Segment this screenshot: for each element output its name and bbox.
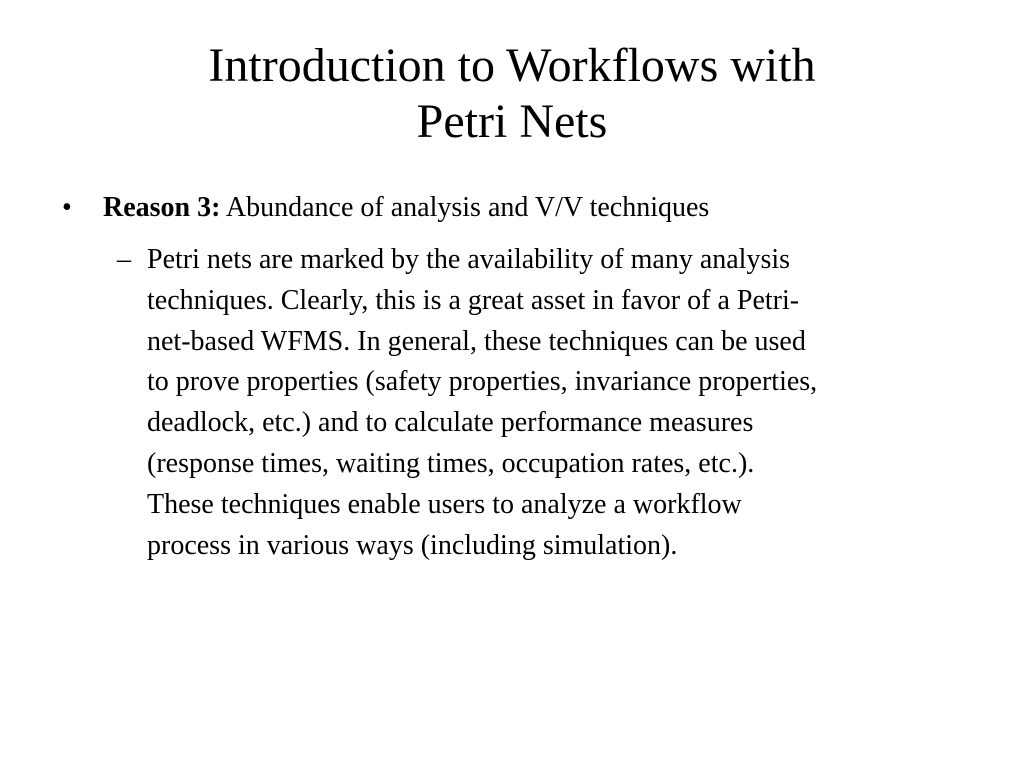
bullet-marker: • xyxy=(62,192,72,223)
bullet-label: Reason 3: xyxy=(103,192,221,223)
sub-bullet-line: deadlock, etc.) and to calculate performance measures xyxy=(147,407,754,439)
slide-title-line-1: Introduction to Workflows with xyxy=(208,39,816,92)
sub-bullet-line: techniques. Clearly, this is a great asset in favor of a Petri- xyxy=(147,284,800,316)
slide-title-line-2: Petri Nets xyxy=(416,95,608,148)
sub-bullet-text xyxy=(147,240,977,566)
sub-bullet-line: net-based WFMS. In general, these techniques can be used xyxy=(147,325,806,357)
sub-bullet-line: to prove properties (safety properties, invariance properties, xyxy=(147,366,818,398)
bullet-body: Abundance of analysis and V/V techniques xyxy=(220,192,710,223)
sub-bullet-line: (response times, waiting times, occupation rates, etc.). xyxy=(147,447,755,479)
slide-title xyxy=(0,38,1024,150)
sub-bullet-line: process in various ways (including simulation). xyxy=(147,529,678,561)
sub-bullet-line: These techniques enable users to analyze a workflow xyxy=(147,488,742,520)
sub-bullet-line: Petri nets are marked by the availability of many analysis xyxy=(147,244,791,275)
bullet-text xyxy=(103,191,709,225)
sub-bullet-marker: – xyxy=(117,244,131,275)
